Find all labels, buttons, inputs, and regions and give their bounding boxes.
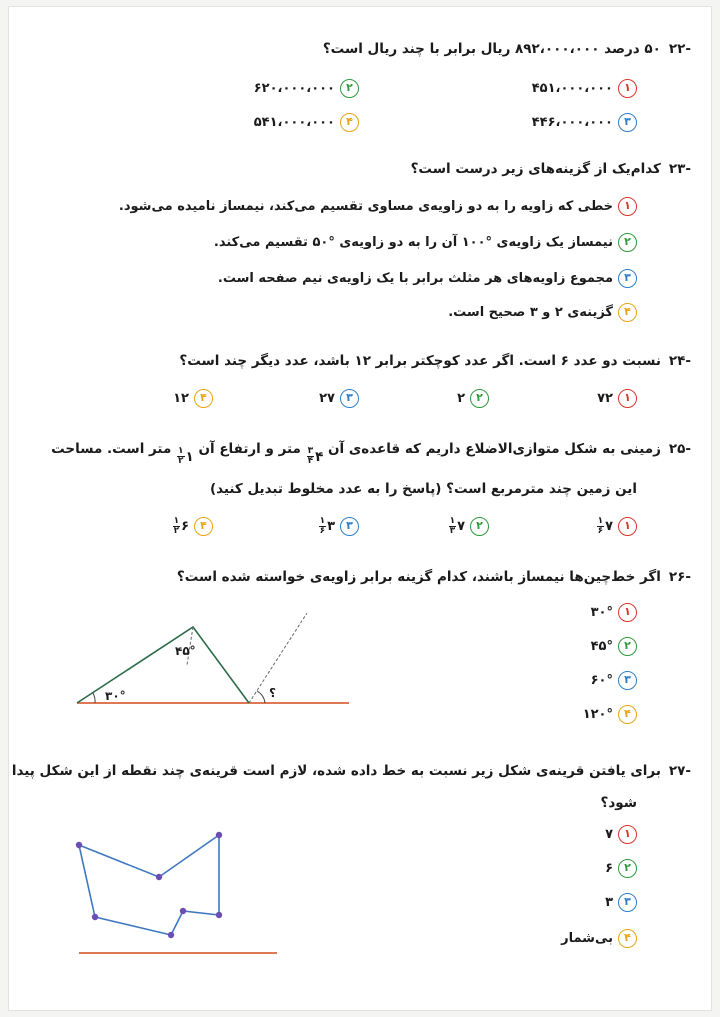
option-denominator: ۲ — [173, 526, 180, 536]
question-22 — [323, 41, 691, 57]
q22-option-4[interactable] — [254, 113, 359, 132]
q26-option-3[interactable] — [591, 671, 637, 690]
option-value: ۶۲۰،۰۰۰،۰۰۰ — [253, 81, 335, 96]
base-fraction — [307, 447, 315, 466]
height-numerator: ۱ — [178, 446, 184, 456]
question-number: ۲۳- — [668, 161, 691, 177]
polygon-vertex — [216, 912, 222, 918]
base-mixed-number — [306, 447, 324, 466]
option-whole: ۶ — [181, 519, 189, 534]
polygon-vertex — [216, 832, 222, 838]
q26-option-2[interactable] — [591, 637, 637, 656]
q26-option-1[interactable] — [591, 603, 637, 622]
polygon-vertex — [92, 914, 98, 920]
q27-option-1[interactable] — [605, 825, 637, 844]
base-denominator: ۴ — [307, 456, 314, 466]
question-text: برای یافتن قرینه‌ی شکل زیر نسبت به خط داده شده، لازم است قرینه‌ی چند نقطه از این شکل پیدا — [11, 763, 661, 779]
option-whole: ۷ — [605, 519, 613, 534]
option-value: مجموع زاویه‌های هر مثلث برابر با یک زاویه‌ی نیم صفحه است. — [217, 271, 613, 286]
option-number-badge: ۲ — [618, 859, 637, 878]
option-value: ۷۲ — [597, 391, 613, 406]
option-number-badge: ۳ — [340, 517, 359, 536]
question-text-part: زمینی به شکل متوازی‌الاضلاع داریم که قاعده‌ی آن — [328, 441, 661, 457]
option-denominator: ۶ — [319, 526, 326, 536]
option-fraction — [449, 517, 457, 536]
exterior-bisector-dashed — [249, 613, 307, 703]
option-value: ۱۲ — [173, 391, 189, 406]
polygon-symmetry-figure — [71, 825, 291, 957]
option-number-badge: ۴ — [618, 303, 637, 322]
question-26 — [177, 569, 691, 585]
option-number-badge: ۲ — [470, 517, 489, 536]
option-number-badge: ۱ — [618, 825, 637, 844]
option-numerator: ۱ — [449, 516, 456, 526]
option-numerator: ۱ — [173, 516, 180, 526]
question-text: اگر خط‌چین‌ها نیمساز باشند، کدام گزینه برابر زاویه‌ی خواسته شده است؟ — [176, 569, 661, 585]
q25-option-2[interactable] — [448, 517, 489, 536]
q24-option-2[interactable] — [457, 389, 489, 408]
option-value: ۷ — [605, 827, 613, 842]
option-number-badge: ۱ — [618, 517, 637, 536]
option-numerator: ۱ — [597, 516, 604, 526]
height-mixed-number — [176, 447, 194, 466]
option-fraction — [173, 517, 181, 536]
option-number-badge: ۴ — [618, 929, 637, 948]
base-whole: ۴ — [315, 448, 324, 465]
option-number-badge: ۴ — [194, 517, 213, 536]
question-number: ۲۵- — [668, 441, 691, 457]
option-mixed-number — [596, 517, 613, 536]
option-number-badge: ۱ — [618, 197, 637, 216]
question-number: ۲۶- — [668, 569, 691, 585]
question-24 — [179, 353, 691, 369]
option-value: ۲۷ — [319, 391, 335, 406]
option-value: گزینه‌ی ۲ و ۳ صحیح است. — [448, 305, 613, 320]
question-23 — [411, 161, 691, 177]
question-text-line2: شود؟ — [600, 795, 637, 811]
unknown-angle-arc — [257, 691, 265, 703]
q24-option-4[interactable] — [173, 389, 213, 408]
option-mixed-number — [448, 517, 465, 536]
question-text-part: متر و ارتفاع آن — [198, 441, 301, 457]
option-value: ۳ — [605, 895, 613, 910]
q23-option-4[interactable] — [448, 303, 637, 322]
option-fraction — [597, 517, 605, 536]
option-whole: ۷ — [457, 519, 465, 534]
option-number-badge: ۱ — [618, 389, 637, 408]
option-number-badge: ۴ — [340, 113, 359, 132]
option-value: ۶ — [605, 861, 613, 876]
option-number-badge: ۴ — [618, 705, 637, 724]
base-numerator: ۳ — [307, 446, 314, 456]
option-value: ۱۲۰° — [582, 707, 613, 722]
question-text: ۵۰ درصد ۸۹۲،۰۰۰،۰۰۰ ریال برابر با چند ریال است؟ — [322, 41, 661, 57]
option-number-badge: ۱ — [618, 603, 637, 622]
q26-option-4[interactable] — [583, 705, 637, 724]
option-number-badge: ۱ — [618, 79, 637, 98]
q25-option-1[interactable] — [596, 517, 637, 536]
height-whole: ۱ — [185, 448, 194, 465]
q27-option-4[interactable] — [561, 929, 637, 948]
option-value: ۳۰° — [590, 605, 613, 620]
q22-option-1[interactable] — [532, 79, 637, 98]
option-denominator: ۶ — [597, 526, 604, 536]
left-angle-arc — [93, 693, 95, 703]
option-value: ۵۴۱،۰۰۰،۰۰۰ — [253, 115, 335, 130]
question-text: نسبت دو عدد ۶ است. اگر عدد کوچکتر برابر ۱۲ باشد، عدد دیگر چند است؟ — [179, 353, 661, 369]
option-number-badge: ۳ — [618, 113, 637, 132]
question-number: ۲۲- — [668, 41, 691, 57]
polygon-vertex — [180, 908, 186, 914]
option-number-badge: ۲ — [340, 79, 359, 98]
height-fraction — [177, 447, 185, 466]
question-text-line2: این زمین چند مترمربع است؟ (پاسخ را به عدد مخلوط تبدیل کنید) — [209, 481, 637, 497]
option-number-badge: ۳ — [618, 671, 637, 690]
option-number-badge: ۲ — [470, 389, 489, 408]
q22-option-3[interactable] — [532, 113, 637, 132]
option-whole: ۳ — [327, 519, 335, 534]
q23-option-2[interactable] — [214, 233, 637, 252]
angle-label-left: ۳۰° — [105, 689, 126, 703]
option-value: خطی که زاویه را به دو زاویه‌ی مساوی تقسیم می‌کند، نیمساز نامیده می‌شود. — [118, 199, 613, 214]
option-number-badge: ۳ — [618, 893, 637, 912]
q23-option-3[interactable] — [218, 269, 637, 288]
option-value: ۴۵۱،۰۰۰،۰۰۰ — [531, 81, 613, 96]
option-number-badge: ۴ — [194, 389, 213, 408]
height-denominator: ۲ — [178, 456, 184, 466]
option-denominator: ۳ — [449, 526, 456, 536]
option-mixed-number — [172, 517, 189, 536]
question-text-part: متر است. مساحت — [51, 441, 172, 457]
option-value: ۴۴۶،۰۰۰،۰۰۰ — [531, 115, 613, 130]
q24-option-1[interactable] — [597, 389, 637, 408]
option-value: ۶۰° — [590, 673, 613, 688]
q24-option-3[interactable] — [319, 389, 359, 408]
triangle-bisector-figure — [71, 605, 361, 715]
unknown-angle-label: ؟ — [269, 686, 276, 700]
angle-label-top: ۴۵° — [175, 644, 196, 658]
option-number-badge: ۳ — [618, 269, 637, 288]
option-value: نیمساز یک زاویه‌ی °۱۰۰ آن را به دو زاویه‌ی °۵۰ تقسیم می‌کند. — [213, 235, 613, 250]
question-25 — [51, 441, 691, 466]
q25-option-3[interactable] — [318, 517, 359, 536]
q25-option-4[interactable] — [172, 517, 213, 536]
polygon-vertex — [168, 932, 174, 938]
question-text: کدام‌یک از گزینه‌های زیر درست است؟ — [410, 161, 661, 177]
q27-option-2[interactable] — [605, 859, 637, 878]
option-number-badge: ۲ — [618, 637, 637, 656]
polygon-vertex — [76, 842, 82, 848]
worksheet-page — [8, 6, 712, 1011]
option-value: ۲ — [457, 391, 465, 406]
q22-option-2[interactable] — [254, 79, 359, 98]
option-number-badge: ۲ — [618, 233, 637, 252]
question-text — [51, 441, 661, 466]
q23-option-1[interactable] — [119, 197, 637, 216]
option-numerator: ۱ — [319, 516, 326, 526]
option-number-badge: ۳ — [340, 389, 359, 408]
question-number: ۲۴- — [668, 353, 691, 369]
polygon-outline — [79, 835, 219, 935]
option-value: ۴۵° — [590, 639, 613, 654]
option-mixed-number — [318, 517, 335, 536]
triangle-sides — [77, 627, 249, 703]
q27-option-3[interactable] — [605, 893, 637, 912]
option-fraction — [319, 517, 327, 536]
polygon-vertex — [156, 874, 162, 880]
question-27 — [12, 763, 691, 779]
question-number: ۲۷- — [668, 763, 691, 779]
option-value: بی‌شمار — [561, 931, 613, 946]
